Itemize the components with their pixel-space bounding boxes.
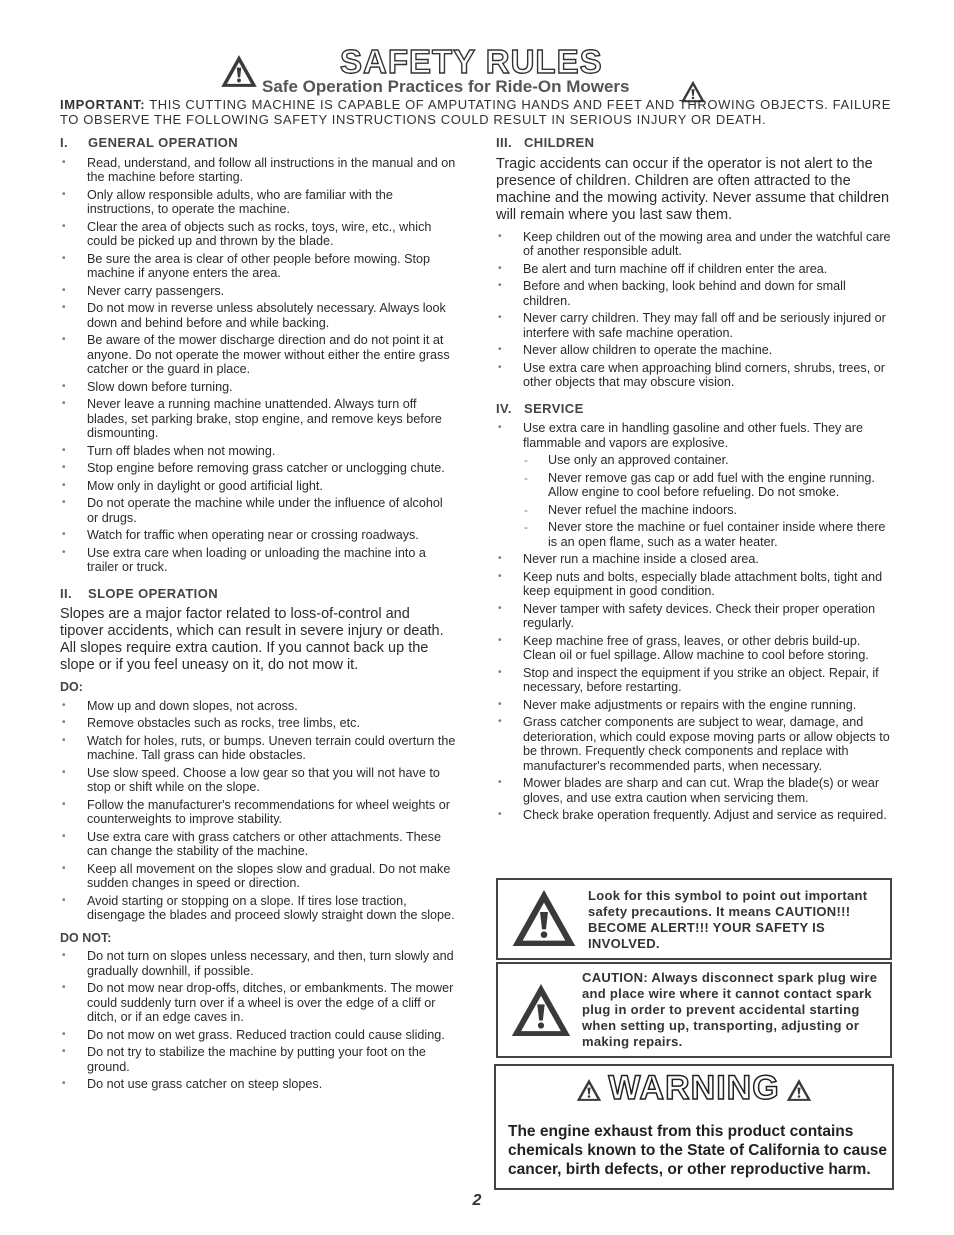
page-subtitle: Safe Operation Practices for Ride-On Mowers	[262, 77, 630, 96]
list-item: • Use extra care when loading or unloading the machine into a trailer or truck.	[60, 546, 456, 575]
safety-alert-icon	[510, 982, 572, 1038]
list-item: • Clear the area of objects such as rocks, toys, wire, etc., which could be picked up and thrown by the blade.	[60, 220, 456, 249]
caution-text: CAUTION: Always disconnect spark plug wire and place wire where it cannot contact spark plug in order to prevent accidental starting when setting up, transporting, adjusting or making repairs.	[582, 970, 878, 1049]
safety-alert-icon	[576, 1078, 602, 1102]
safety-alert-icon	[510, 888, 578, 948]
children-list	[496, 230, 891, 390]
list-item: • Avoid starting or stopping on a slope. If tires lose traction, disengage the blades and proceed slowly straight down the slope.	[60, 894, 456, 923]
list-sub-item: - Use only an approved container.	[496, 453, 891, 468]
list-item: • Do not mow in reverse unless absolutely necessary. Always look down and behind before and while backing.	[60, 301, 456, 330]
slope-intro: Slopes are a major factor related to loss-of-control and tipover accidents, which can result in severe injury or death. All slopes require extra caution. If you cannot back up the slope or if you feel uneasy on it, do not mow it.	[60, 606, 444, 673]
symbol-explanation-text: Look for this symbol to point out important safety precautions. It means CAUTION!!! BECOME ALERT!!! YOUR SAFETY IS INVOLVED.	[588, 888, 868, 951]
section-service-title: IV. SERVICE	[496, 400, 584, 416]
right-column	[496, 136, 891, 826]
list-item: • Use slow speed. Choose a low gear so that you will not have to stop or shift while on the slope.	[60, 766, 456, 795]
list-item: • Keep children out of the mowing area and under the watchful care of another responsible adult.	[496, 230, 891, 259]
list-item: • Never carry children. They may fall off and be seriously injured or interfere with safe machine operation.	[496, 311, 891, 340]
list-item: • Grass catcher components are subject to wear, damage, and deterioration, which could expose moving parts or allow objects to be thrown. Frequently check components and replace with manufacturer's recommended parts, when necessary.	[496, 715, 891, 773]
list-item: • Check brake operation frequently. Adjust and service as required.	[496, 808, 891, 823]
list-item: • Mow up and down slopes, not across.	[60, 699, 456, 714]
list-item: • Never allow children to operate the machine.	[496, 343, 891, 358]
page-title: SAFETY RULES	[340, 43, 603, 80]
list-item: • Mower blades are sharp and can cut. Wrap the blade(s) or wear gloves, and use extra caution when servicing them.	[496, 776, 891, 805]
list-item: • Only allow responsible adults, who are familiar with the instructions, to operate the machine.	[60, 188, 456, 217]
list-item: • Remove obstacles such as rocks, tree limbs, etc.	[60, 716, 456, 731]
list-item: • Be alert and turn machine off if children enter the area.	[496, 262, 891, 277]
list-item: • Stop and inspect the equipment if you strike an object. Repair, if necessary, before restarting.	[496, 666, 891, 695]
list-item: • Never leave a running machine unattended. Always turn off blades, set parking brake, stop engine, and remove keys before dismounting.	[60, 397, 456, 441]
list-item: • Watch for traffic when operating near or crossing roadways.	[60, 528, 456, 543]
list-item: • Keep nuts and bolts, especially blade attachment bolts, tight and keep equipment in good condition.	[496, 570, 891, 599]
children-intro: Tragic accidents can occur if the operator is not alert to the presence of children. Children are often attracted to the machine and the mowing activity. Never assume that children will remain where you last saw them.	[496, 155, 890, 223]
list-item: • Keep machine free of grass, leaves, or other debris build-up. Clean oil or fuel spillage. Allow machine to cool before storing.	[496, 634, 891, 663]
list-item: • Use extra care with grass catchers or other attachments. These can change the stability of the machine.	[60, 830, 456, 859]
section-children-title: III. CHILDREN	[496, 135, 595, 150]
section-slope-title: II. SLOPE OPERATION	[60, 585, 218, 601]
warning-box	[494, 1064, 894, 1190]
list-sub-item: - Never store the machine or fuel container inside where there is an open flame, such as a water heater.	[496, 520, 891, 549]
list-item: • Do not try to stabilize the machine by putting your foot on the ground.	[60, 1045, 456, 1074]
safety-alert-icon	[220, 54, 258, 88]
list-item: • Turn off blades when not mowing.	[60, 444, 456, 459]
important-label: IMPORTANT:	[60, 97, 146, 112]
header	[0, 40, 954, 100]
list-item: • Mow only in daylight or good artificial light.	[60, 479, 456, 494]
service-list	[496, 421, 891, 823]
list-item: • Watch for holes, ruts, or bumps. Uneven terrain could overturn the machine. Tall grass can hide obstacles.	[60, 734, 456, 763]
list-item: • Stop engine before removing grass catcher or unclogging chute.	[60, 461, 456, 476]
symbol-explanation-box	[496, 878, 892, 960]
list-item: • Use extra care in handling gasoline and other fuels. They are flammable and vapors are explosive.	[496, 421, 891, 450]
caution-box	[496, 962, 892, 1058]
list-item: • Use extra care when approaching blind corners, shrubs, trees, or other objects that may obscure vision.	[496, 361, 891, 390]
warning-text: The engine exhaust from this product contains chemicals known to the State of California to cause cancer, birth defects, or other reproductive harm.	[508, 1123, 887, 1178]
do-list	[60, 699, 456, 923]
general-list	[60, 156, 456, 575]
list-item: • Slow down before turning.	[60, 380, 456, 395]
list-item: • Do not mow on wet grass. Reduced traction could cause sliding.	[60, 1028, 456, 1043]
do-label: DO:	[60, 680, 83, 694]
safety-alert-icon	[786, 1078, 812, 1102]
left-column	[60, 136, 456, 1095]
list-item: • Do not use grass catcher on steep slopes.	[60, 1077, 456, 1092]
list-item: • Never run a machine inside a closed area.	[496, 552, 891, 567]
list-item: • Follow the manufacturer's recommendations for wheel weights or counterweights to improve stability.	[60, 798, 456, 827]
list-item: • Do not mow near drop-offs, ditches, or embankments. The mower could suddenly turn over if a wheel is over the edge of a cliff or ditch, or if an edge caves in.	[60, 981, 456, 1025]
list-item: • Keep all movement on the slopes slow and gradual. Do not make sudden changes in speed or direction.	[60, 862, 456, 891]
list-item: • Never carry passengers.	[60, 284, 456, 299]
page-number: 2	[472, 1192, 482, 1209]
list-item: • Never make adjustments or repairs with the engine running.	[496, 698, 891, 713]
do-not-list	[60, 949, 456, 1092]
list-item: • Be aware of the mower discharge direction and do not point it at anyone. Do not operate the mower without either the entire grass catcher or the guard in place.	[60, 333, 456, 377]
list-item: • Read, understand, and follow all instructions in the manual and on the machine before starting.	[60, 156, 456, 185]
list-sub-item: - Never refuel the machine indoors.	[496, 503, 891, 518]
section-general-title: I. GENERAL OPERATION	[60, 135, 239, 150]
do-not-label: DO NOT:	[60, 930, 112, 945]
important-text: THIS CUTTING MACHINE IS CAPABLE OF AMPUTATING HANDS AND FEET AND THROWING OBJECTS. FAILURE TO OBSERVE THE FOLLOWING SAFETY INSTRUCTIONS COULD RESULT IN SERIOUS INJURY OR DEATH.	[60, 97, 892, 127]
warning-title: WARNING	[496, 1068, 892, 1108]
list-item: • Before and when backing, look behind and down for small children.	[496, 279, 891, 308]
list-item: • Do not turn on slopes unless necessary, and then, turn slowly and gradually downhill, if possible.	[60, 949, 456, 978]
list-item: • Do not operate the machine while under the influence of alcohol or drugs.	[60, 496, 456, 525]
list-item: • Never tamper with safety devices. Check their proper operation regularly.	[496, 602, 891, 631]
list-item: • Be sure the area is clear of other people before mowing. Stop machine if anyone enters the area.	[60, 252, 456, 281]
important-notice	[60, 97, 900, 127]
list-sub-item: - Never remove gas cap or add fuel with the engine running. Allow engine to cool before refueling. Do not smoke.	[496, 471, 891, 500]
